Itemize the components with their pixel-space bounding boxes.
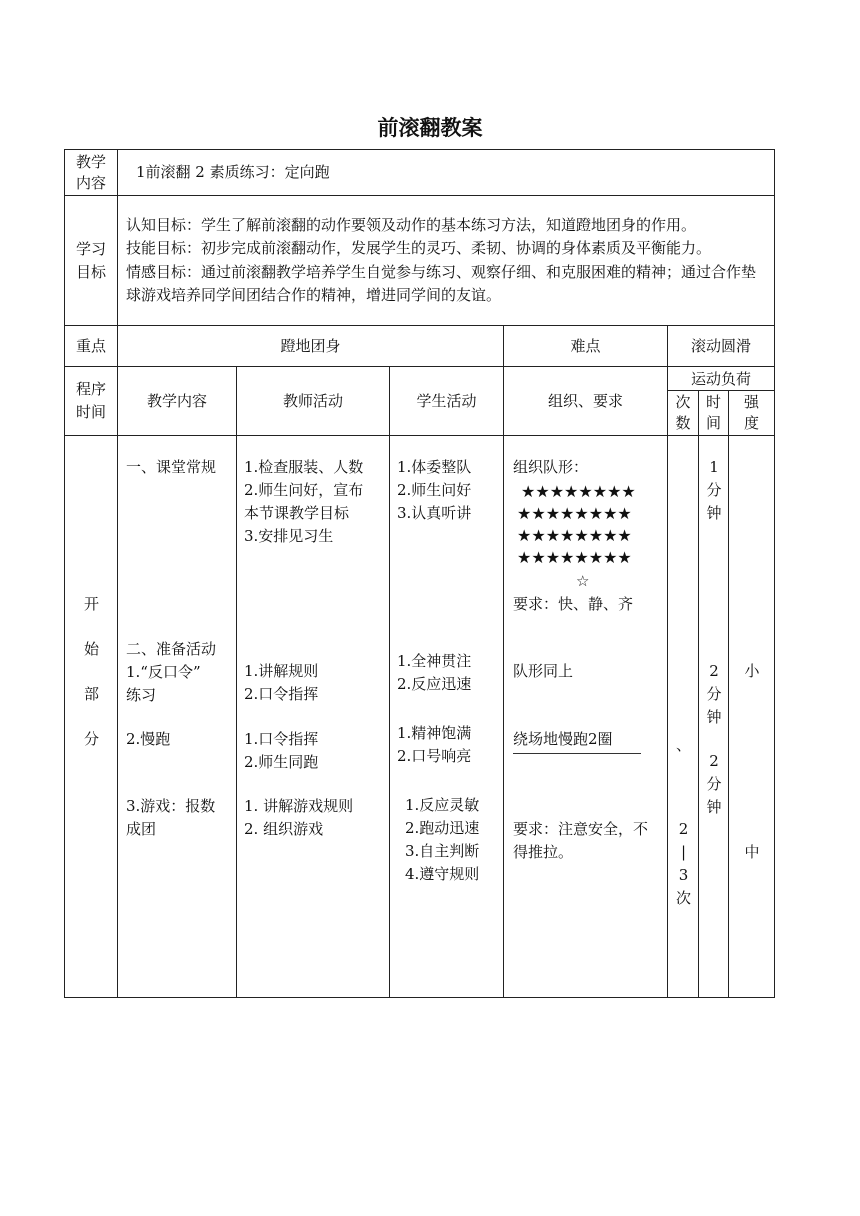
org-block-3: 绕场地慢跑2圈 <box>513 728 641 754</box>
key-value: 蹬地团身 <box>118 326 504 367</box>
section-teacher <box>237 436 390 998</box>
student-block-1: 1.体委整队 2.师生问好 3.认真听讲 <box>397 458 472 522</box>
header-count: 次 数 <box>668 391 699 436</box>
header-load: 运动负荷 <box>668 367 775 391</box>
duration-2: 2 分 钟 <box>706 662 722 726</box>
header-content: 教学内容 <box>118 367 237 436</box>
header-time: 程序 时间 <box>65 367 118 436</box>
difficulty-label: 难点 <box>504 326 668 367</box>
divider-line <box>513 753 641 754</box>
star-row: ★★★★★★★★ <box>517 504 632 523</box>
teacher-block-2: 1.讲解规则 2.口令指挥 <box>244 662 319 703</box>
count-mark: 、 <box>675 736 691 754</box>
header-duration: 时 间 <box>699 391 729 436</box>
star-row: ★★★★★★★★ <box>517 526 632 545</box>
content-block-1: 一、课堂常规 <box>126 458 217 476</box>
teacher-star-icon: ☆ <box>576 572 590 590</box>
teacher-block-1: 1.检查服装、人数 2.师生问好，宣布 本节课教学目标 3.安排见习生 <box>244 458 364 545</box>
content-value: 1前滚翻 2 素质练习：定向跑 <box>118 150 775 196</box>
section-student <box>390 436 504 998</box>
intensity-1: 小 <box>744 662 760 680</box>
section-intensity <box>729 436 775 998</box>
intensity-2: 中 <box>744 843 760 861</box>
requirement-1: 要求：快、静、齐 <box>513 595 634 613</box>
formation-stars <box>517 481 636 569</box>
content-block-4: 3.游戏：报数 成团 <box>126 797 216 838</box>
section-name: 开 始 部 分 <box>65 436 118 998</box>
goals-label: 学习 目标 <box>65 196 118 326</box>
count-value: 2 | 3 次 <box>675 820 691 907</box>
content-block-2: 二、准备活动 1.“反口令” 练习 <box>126 640 217 704</box>
teacher-block-3: 1.口令指挥 2.师生同跑 <box>244 730 319 771</box>
key-label: 重点 <box>65 326 118 367</box>
org-block-2: 队形同上 <box>513 662 574 680</box>
difficulty-value: 滚动圆滑 <box>668 326 775 367</box>
student-block-2: 1.全神贯注 2.反应迅速 <box>397 652 472 693</box>
section-content <box>118 436 237 998</box>
goal-cognitive: 认知目标：学生了解前滚翻的动作要领及动作的基本练习方法，知道蹬地团身的作用。 <box>126 215 697 234</box>
star-row: ★★★★★★★★ <box>521 482 636 501</box>
org-block-4: 要求：注意安全，不 得推拉。 <box>513 820 649 861</box>
content-block-3: 2.慢跑 <box>126 730 171 748</box>
student-block-3: 1.精神饱满 2.口号响亮 <box>397 724 472 765</box>
duration-3: 2 分 钟 <box>706 752 722 816</box>
header-student: 学生活动 <box>390 367 504 436</box>
section-org <box>504 436 668 998</box>
page-title: 前滚翻教案 <box>377 116 483 140</box>
header-intensity: 强 度 <box>729 391 775 436</box>
lesson-plan-table <box>64 149 775 998</box>
goal-emotion: 情感目标：通过前滚翻教学培养学生自觉参与练习、观察仔细、和克服困难的精神；通过合作垫球游戏培养同学间团结合作的精神，增进同学间的友谊。 <box>126 262 757 304</box>
teacher-block-4: 1. 讲解游戏规则 2. 组织游戏 <box>244 797 354 838</box>
student-block-4: 1.反应灵敏 2.跑动迅速 3.自主判断 4.遵守规则 <box>405 796 480 883</box>
duration-1: 1 分 钟 <box>706 458 722 522</box>
header-org: 组织、要求 <box>504 367 668 436</box>
goal-skill: 技能目标：初步完成前滚翻动作，发展学生的灵巧、柔韧、协调的身体素质及平衡能力。 <box>126 239 712 257</box>
content-label: 教学 内容 <box>65 150 118 196</box>
header-teacher: 教师活动 <box>237 367 390 436</box>
section-count <box>668 436 699 998</box>
goals-text <box>118 196 775 326</box>
star-row: ★★★★★★★★ <box>517 548 632 567</box>
section-duration <box>699 436 729 998</box>
formation-label: 组织队形： <box>513 458 589 476</box>
